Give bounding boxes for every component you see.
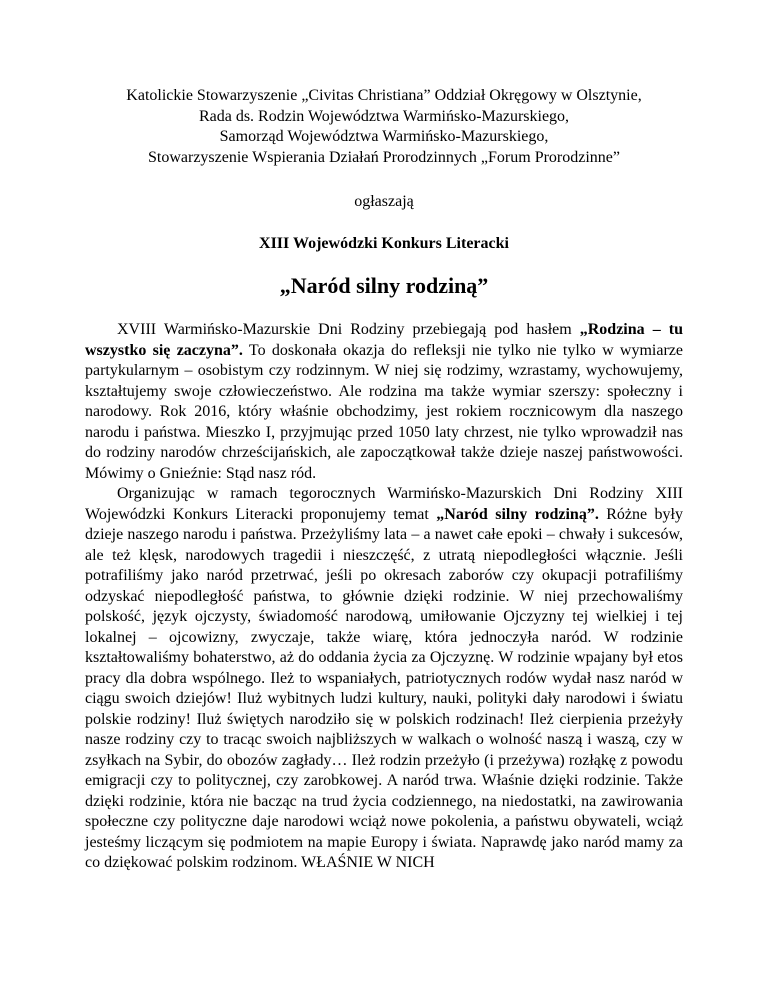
- contest-name: XIII Wojewódzki Konkurs Literacki: [259, 234, 509, 252]
- paragraph-text: To doskonała okazja do refleksji nie tylko nie tylko w wymiarze partykularnym – osobistym czy rodzinnym. W niej się rodzimy, wzrastamy, wychowujemy, kształtujemy swoje człowieczeństwo. Ale rodzina ma także wymiar szerszy: społeczny i narodowy. Rok 2016, który właśnie obchodzimy, jest rokiem rocznicowym dla naszego narodu i państwa. Mieszko I, przyjmując przed 1050 laty chrzest, nie tylko wprowadził nas do rodziny narodów chrześcijańskich, ale zapoczątkował także dzieje naszej państwowości. Mówimy o Gnieźnie: Stąd nasz ród.: [85, 341, 684, 482]
- paragraph-1: [85, 320, 683, 484]
- slogan-bold: „Rodzina – tu wszystko się zaczyna”.: [85, 321, 684, 359]
- announce-text: ogłaszają: [354, 193, 414, 210]
- organizer-line: Stowarzyszenie Wspierania Działań Prorodzinnych „Forum Prorodzinne”: [148, 148, 620, 166]
- organizer-line: Samorząd Województwa Warmińsko-Mazurskiego,: [219, 128, 549, 145]
- organizer-line: Rada ds. Rodzin Województwa Warmińsko-Mazurskiego,: [198, 107, 570, 125]
- document-page: [85, 86, 683, 874]
- organizers-block: [85, 86, 683, 168]
- paragraph-text: XVIII Warmińsko-Mazurskie Dni Rodziny przebiegają pod hasłem: [117, 321, 580, 338]
- contest-title: „Naród silny rodziną”: [279, 273, 489, 298]
- paragraph-text: Organizując w ramach tegorocznych Warmińsko-Mazurskich Dni Rodziny XIII Wojewódzki Konkurs Literacki proponujemy temat: [85, 485, 683, 523]
- paragraph-2: [85, 484, 683, 874]
- organizer-line: Katolickie Stowarzyszenie „Civitas Christiana” Oddział Okręgowy w Olsztynie,: [126, 87, 642, 104]
- paragraph-text: Różne były dzieje naszego narodu i państwa. Przeżyliśmy lata – a nawet całe epoki – chwały i sukcesów, ale też klęsk, narodowych tragedii i nieszczęść, z utratą niepodległości włącznie. Jeśli potrafiliśmy jako naród przetrwać, jeśli po okresach zaborów czy okupacji potrafiliśmy odzyskać niepodległość państwa, to głównie dzięki rodzinie. W niej przechowaliśmy polskość, język ojczysty, świadomość narodową, umiłowanie Ojczyzny tej wielkiej i tej lokalnej – ojcowizny, zwyczaje, także wiarę, która jednoczyła naród. W rodzinie kształtowaliśmy bohaterstwo, aż do oddania życia za Ojczyznę. W rodzinie wpajany był etos pracy dla dobra wspólnego. Ileż to wspaniałych, patriotycznych rodów wydał nasz naród w ciągu swoich dziejów! Iluż wybitnych ludzi kultury, nauki, polityki dały narodowi i światu polskie rodziny! Iluż świętych narodziło się w polskich rodzinach! Ileż cierpienia przeżyły nasze rodziny czy to tracąc swoich najbliższych w walkach o wolność naszą i waszą, czy w zsyłkach na Sybir, do obozów zagłady… Ileż rodzin przeżyło (i przeżywa) rozłąkę z powodu emigracji czy to politycznej, czy zarobkowej. A naród trwa. Właśnie dzięki rodzinie. Także dzięki rodzinie, która nie bacząc na trud życia codziennego, na niedostatki, na zawirowania społeczne czy polityczne daje narodowi wciąż nowe pokolenia, a państwu obywateli, wciąż jesteśmy liczącym się podmiotem na mapie Europy i świata. Naprawdę jako naród mamy za co dziękować polskim rodzinom. WŁAŚNIE W NICH: [85, 505, 683, 871]
- body-text: [85, 320, 683, 874]
- theme-bold: „Naród silny rodziną”.: [436, 505, 599, 523]
